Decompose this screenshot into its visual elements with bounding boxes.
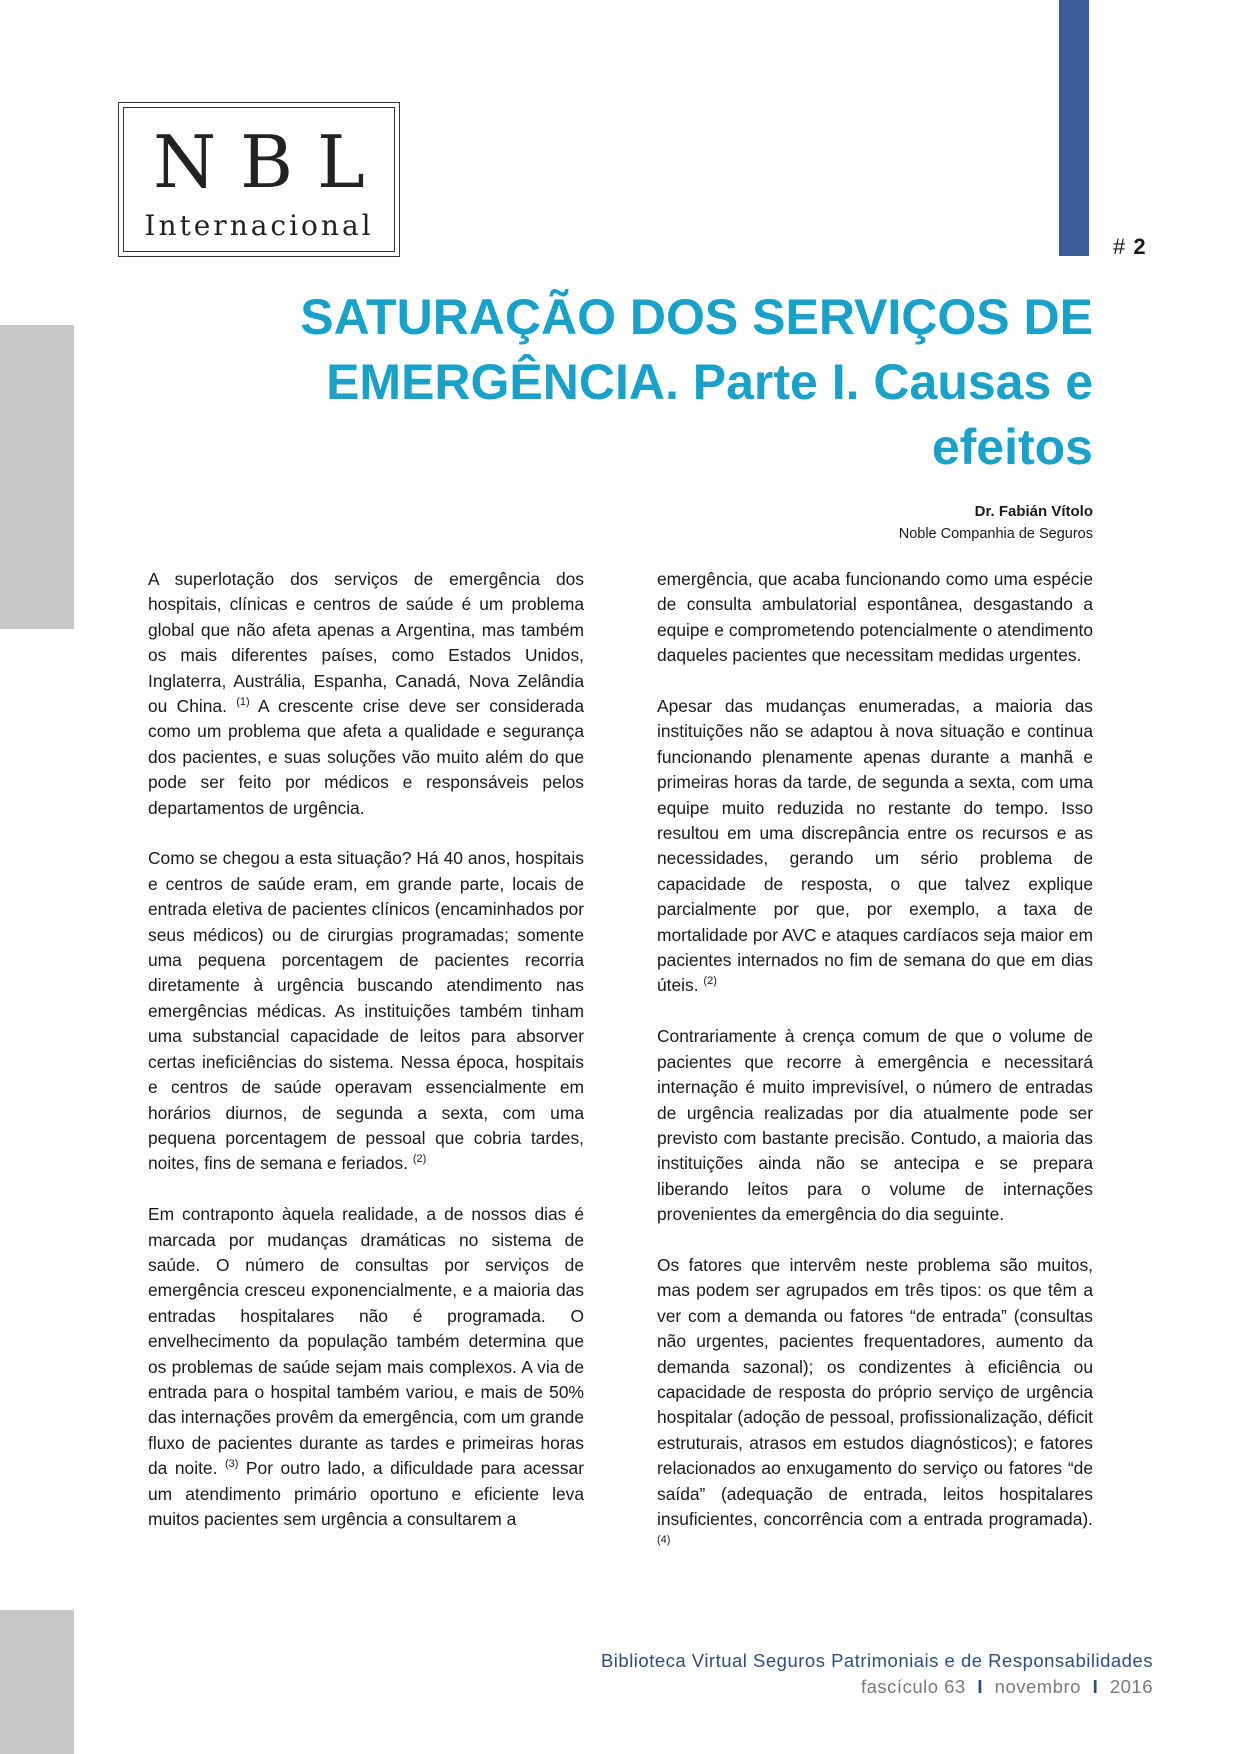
- author-affiliation: Noble Companhia de Seguros: [898, 526, 1093, 542]
- paragraph-text-continued: A crescente crise deve ser considerada como um problema que afeta a qualidade e segurança dos pacientes, e suas soluções vão muito além do que pode ser feito por médicos e responsáveis pelos departamentos de urgência.: [148, 696, 584, 818]
- paragraph-text-continued: Por outro lado, a dificuldade para acessar um atendimento primário oportuno e eficiente leva muitos pacientes sem urgência a consultarem a: [148, 1458, 584, 1529]
- footer-year: 2016: [1109, 1676, 1153, 1697]
- footnote-ref: (2): [703, 975, 717, 988]
- paragraph: [148, 567, 584, 821]
- footnote-ref: (1): [236, 696, 250, 709]
- paragraph: [657, 1253, 1093, 1558]
- side-decor-bar-bottom: [0, 1610, 74, 1754]
- issue-hash: #: [1113, 234, 1127, 259]
- side-decor-bar-top: [0, 325, 74, 629]
- logo-inner-frame: [123, 107, 395, 252]
- paragraph: [148, 1202, 584, 1532]
- top-accent-bar: [1059, 0, 1089, 256]
- article-title: SATURAÇÃO DOS SERVIÇOS DE EMERGÊNCIA. Parte I. Causas e efeitos: [300, 289, 1093, 475]
- footnote-ref: (2): [412, 1153, 427, 1166]
- issue-number: [1113, 234, 1147, 260]
- paragraph: [657, 694, 1093, 999]
- paragraph: [657, 567, 1093, 669]
- paragraph-text: Em contraponto àquela realidade, a de nossos dias é marcada por mudanças dramáticas no sistema de saúde. O número de consultas por serviços de emergência cresceu exponencialmente, e a maioria das entradas hospitalares não é programada. O envelhecimento da população também determina que os problemas de saúde sejam mais complexos. A via de entrada para o hospital também variou, e mais de 50% das internações provêm da emergência, com um grande fluxo de pacientes durante as tardes e primeiras horas da noite.: [148, 1204, 584, 1479]
- logo-main-text: NBL: [153, 120, 389, 204]
- left-column: [148, 567, 584, 1532]
- paragraph: [657, 1024, 1093, 1227]
- footer-issue-info: [861, 1676, 1153, 1698]
- paragraph-text: Apesar das mudanças enumeradas, a maioria das instituições não se adaptou à nova situação e continua funcionando plenamente apenas durante a manhã e primeiras horas da tarde, de segunda a sexta, com uma equipe muito reduzida no restante do tempo. Isso resultou em uma discrepância entre os recursos e as necessidades, gerando um sério problema de capacidade de resposta, o que talvez explique parcialmente por que, por exemplo, a taxa de mortalidade por AVC e ataques cardíacos seja maior em pacientes internados no fim de semana do que em dias úteis.: [657, 696, 1093, 996]
- paragraph: [148, 846, 584, 1176]
- nbl-logo: [118, 102, 400, 257]
- footnote-ref: (4): [657, 1534, 671, 1547]
- paragraph-text: Como se chegou a esta situação? Há 40 anos, hospitais e centros de saúde eram, em grande parte, locais de entrada eletiva de pacientes clínicos (encaminhados por seus médicos) ou de cirurgias programadas; somente uma pequena porcentagem de pacientes recorria diretamente à urgência buscando atendimento nas emergências médicas. As instituições também tinham uma substancial capacidade de leitos para absorver certas ineficiências do sistema. Nessa época, hospitais e centros de saúde operavam essencialmente em horários diurnos, de segunda a sexta, com uma pequena porcentagem de pessoal que cobria tardes, noites, fins de semana e feriados.: [148, 848, 584, 1174]
- paragraph-text: emergência, que acaba funcionando como uma espécie de consulta ambulatorial espontânea, desgastando a equipe e comprometendo potencialmente o atendimento daqueles pacientes que necessitam medidas urgentes.: [657, 569, 1093, 666]
- footer-separator: I: [977, 1676, 984, 1697]
- logo-sub-text: Internacional: [144, 209, 374, 242]
- footnote-ref: (3): [224, 1458, 239, 1471]
- issue-number-value: 2: [1133, 234, 1147, 259]
- right-column: [657, 567, 1093, 1558]
- article-author: Dr. Fabián Vítolo: [974, 503, 1093, 520]
- paragraph-text: Os fatores que intervêm neste problema são muitos, mas podem ser agrupados em três tipos: os que têm a ver com a demanda ou fatores “de entrada” (consultas não urgentes, pacientes frequentadores, aumento da demanda sazonal); os condizentes à eficiência ou capacidade de resposta do próprio serviço de urgência hospitalar (adoção de pessoal, profissionalização, déficit estruturais, atrasos em estudos diagnósticos); e fatores relacionados ao enxugamento do serviço ou fatores “de saída” (adequação de entrada, leitos hospitalares insuficientes, concorrência com a entrada programada).: [657, 1254, 1093, 1529]
- footer-separator: I: [1092, 1676, 1099, 1697]
- paragraph-text: A superlotação dos serviços de emergência dos hospitais, clínicas e centros de saúde é um problema global que não afeta apenas a Argentina, mas também os mais diferentes países, como Estados Unidos, Inglaterra, Austrália, Espanha, Canadá, Nova Zelândia ou China.: [148, 569, 584, 717]
- footer-month: novembro: [994, 1676, 1081, 1697]
- paragraph-text: Contrariamente à crença comum de que o volume de pacientes que recorre à emergência e necessitará internação é muito imprevisível, o número de entradas de urgência realizadas por dia atualmente pode ser previsto com bastante precisão. Contudo, a maioria das instituições ainda não se antecipa e se prepara liberando leitos para o volume de internações provenientes da emergência do dia seguinte.: [657, 1026, 1093, 1225]
- footer-library: Biblioteca Virtual Seguros Patrimoniais e de Responsabilidades: [600, 1650, 1153, 1671]
- footer-issue: fascículo 63: [861, 1676, 966, 1697]
